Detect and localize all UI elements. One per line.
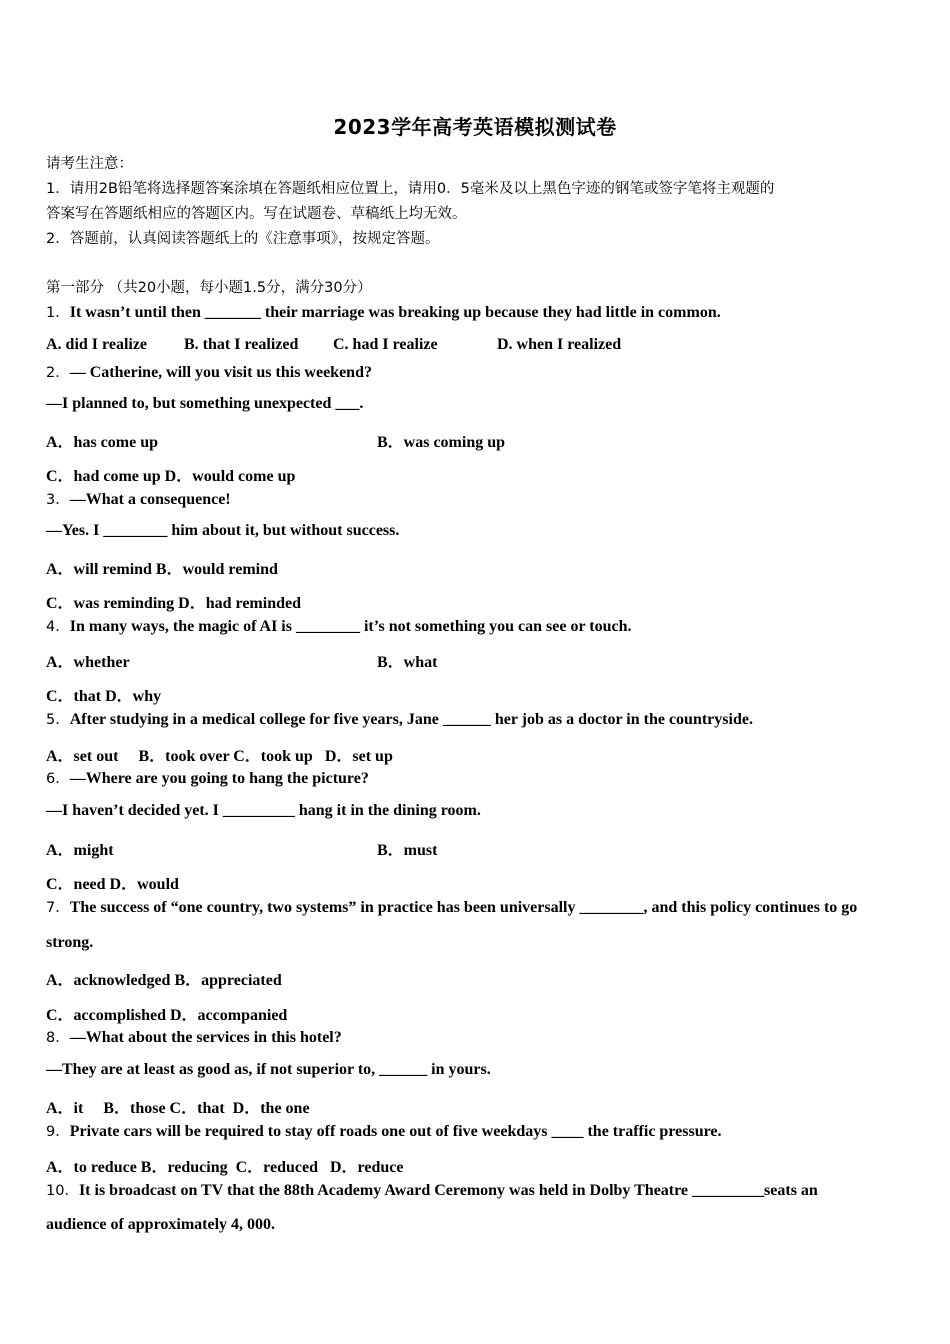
page-title: 2023学年高考英语模拟测试卷 — [333, 115, 617, 139]
question-number: 6． — [46, 771, 70, 787]
q3-options-cd[interactable]: C．was reminding D．had reminded — [46, 595, 302, 612]
question-7 — [46, 896, 857, 917]
q1-option-a[interactable]: A. did I realize — [46, 336, 148, 353]
question-2 — [46, 361, 372, 382]
question-8 — [46, 1026, 342, 1047]
q4-option-b[interactable]: B．what — [377, 654, 438, 671]
question-number: 9． — [46, 1124, 70, 1140]
question-stem: After studying in a medical college for five years, Jane ______ her job as a doctor in the countryside. — [69, 711, 753, 728]
q1-option-b[interactable]: B. that I realized — [184, 336, 299, 353]
q4-option-a[interactable]: A．whether — [46, 654, 130, 671]
q8-options[interactable]: A．it B．those C．that D．the one — [46, 1100, 310, 1117]
q6-option-a[interactable]: A．might — [46, 842, 114, 859]
q1-option-d[interactable]: D. when I realized — [497, 336, 622, 353]
q4-options-cd[interactable]: C．that D．why — [46, 688, 162, 705]
question-stem: It wasn’t until then _______ their marriage was breaking up because they had little in common. — [69, 304, 721, 321]
question-number: 3． — [46, 492, 70, 508]
q6-reply: —I haven’t decided yet. I _________ hang it in the dining room. — [46, 802, 481, 819]
notice-line-3: 2．答题前，认真阅读答题纸上的《注意事项》，按规定答题。 — [46, 231, 440, 247]
q3-reply: —Yes. I ________ him about it, but without success. — [46, 522, 400, 539]
q10-stem-continued: audience of approximately 4, 000. — [46, 1216, 276, 1233]
question-stem: In many ways, the magic of AI is ________ it’s not something you can see or touch. — [69, 618, 632, 635]
notice-line-2: 答案写在答题纸相应的答题区内。写在试题卷、草稿纸上均无效。 — [46, 206, 467, 222]
question-10 — [46, 1179, 818, 1200]
question-number: 7． — [46, 900, 70, 916]
question-6 — [46, 767, 369, 788]
question-4 — [46, 615, 632, 636]
q2-options-cd[interactable]: C．had come up D．would come up — [46, 468, 296, 485]
section-heading: 第一部分 （共20小题，每小题1.5分，满分30分） — [46, 280, 372, 296]
q1-option-c[interactable]: C. had I realize — [333, 336, 438, 353]
q7-options-cd[interactable]: C．accomplished D．accompanied — [46, 1007, 288, 1024]
q6-options-cd[interactable]: C．need D．would — [46, 876, 179, 893]
question-stem: Private cars will be required to stay off roads one out of five weekdays ____ the traffic pressure. — [69, 1123, 722, 1140]
q3-options-ab[interactable]: A．will remind B．would remind — [46, 561, 278, 578]
question-stem: —What about the services in this hotel? — [69, 1029, 342, 1046]
question-number: 1． — [46, 305, 70, 321]
q2-option-a[interactable]: A．has come up — [46, 434, 159, 451]
q9-options[interactable]: A．to reduce B．reducing C．reduced D．reduce — [46, 1159, 404, 1176]
question-1 — [46, 301, 721, 322]
question-number: 4． — [46, 619, 70, 635]
question-stem: —What a consequence! — [69, 491, 231, 508]
question-number: 10． — [46, 1183, 79, 1199]
q7-stem-continued: strong. — [46, 934, 94, 951]
q5-options[interactable]: A．set out B．took over C．took up D．set up — [46, 748, 393, 765]
notice-line-1: 1．请用2B铅笔将选择题答案涂填在答题纸相应位置上，请用0．5毫米及以上黑色字迹的钢笔或签字笔将主观题的 — [46, 181, 775, 197]
question-5 — [46, 708, 753, 729]
q2-reply: —I planned to, but something unexpected ___. — [46, 395, 364, 412]
q6-option-b[interactable]: B．must — [377, 842, 438, 859]
question-stem: —Where are you going to hang the picture? — [69, 770, 369, 787]
question-stem: — Catherine, will you visit us this weekend? — [69, 364, 372, 381]
question-number: 8． — [46, 1030, 70, 1046]
question-stem: The success of “one country, two systems” in practice has been universally ________, and this policy continues to go — [69, 899, 858, 916]
q7-options-ab[interactable]: A．acknowledged B．appreciated — [46, 972, 282, 989]
question-number: 5． — [46, 712, 70, 728]
question-number: 2． — [46, 365, 70, 381]
q8-reply: —They are at least as good as, if not superior to, ______ in yours. — [46, 1061, 491, 1078]
notice-heading: 请考生注意： — [46, 156, 133, 172]
question-stem: It is broadcast on TV that the 88th Academy Award Ceremony was held in Dolby Theatre _________seats an — [78, 1182, 818, 1199]
question-9 — [46, 1120, 722, 1141]
q2-option-b[interactable]: B．was coming up — [377, 434, 506, 451]
question-3 — [46, 488, 231, 509]
